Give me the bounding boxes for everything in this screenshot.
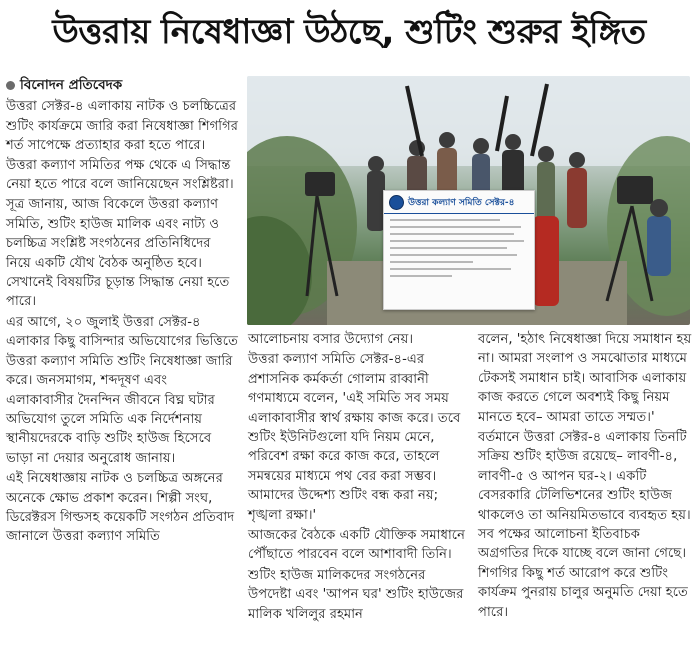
article-column-1 bbox=[6, 76, 238, 548]
paragraph: সূত্র জানায়, আজ বিকেলে উত্তরা কল্যাণ সমিতি, শুটিং হাউজ মালিক এবং নাট্য ও চলচ্চিত্র সংশ্লিষ্ট সংগঠনের প্রতিনিধিদের নিয়ে একটি যৌথ বৈঠক অনুষ্ঠিত হবে। সেখানেই বিষয়টির চূড়ান্ত সিদ্ধান্ত নেয়া হতে পারে। bbox=[6, 197, 230, 310]
paragraph: এই নিষেধাজ্ঞায় নাটক ও চলচ্চিত্র অঙ্গনের অনেকে ক্ষোভ প্রকাশ করেন। শিল্পী সংঘ, ডিরেক্টরস গিল্ডসহ কয়েকটি সংগঠন প্রতিবাদ জানালে উত্তরা কল্যাণ সমিতি bbox=[6, 471, 235, 545]
paragraph: আলোচনায় বসার উদ্যোগ নেয়। bbox=[248, 332, 414, 347]
byline-text: বিনোদন প্রতিবেদক bbox=[20, 77, 123, 93]
paragraph: উত্তরা সেক্টর-৪ এলাকায় নাটক ও চলচ্চিত্রের শুটিং কার্যক্রমে জারি করা নিষেধাজ্ঞা শিগগির শর্ত সাপেক্ষে প্রত্যাহার করা হতে পারে। উত্তরা কল্যাণ সমিতির পক্ষ থেকে এ সিদ্ধান্ত নেয়া হতে পারে বলে জানিয়েছেন সংশ্লিষ্টরা। bbox=[6, 99, 238, 193]
paragraph: শুটিং হাউজ মালিকদের সংগঠনের উপদেষ্টা এবং 'আপন ঘর' শুটিং হাউজের মালিক খলিলুর রহমান bbox=[248, 567, 464, 622]
notice-title: উত্তরা কল্যাণ সমিতি সেক্টর-৪ bbox=[408, 198, 515, 208]
article-column-2 bbox=[248, 330, 470, 625]
notice-body bbox=[384, 214, 534, 287]
bullet-icon bbox=[6, 81, 15, 90]
seal-icon bbox=[389, 195, 404, 210]
byline bbox=[6, 76, 238, 95]
headline: উত্তরায় নিষেধাজ্ঞা উঠছে, শুটিং শুরুর ইঙ্গিত bbox=[52, 11, 646, 52]
paragraph: আজকের বৈঠকে একটি যৌক্তিক সমাধানে পৌঁছাতে পারবেন বলে আশাবাদী তিনি। bbox=[248, 528, 465, 563]
article-column-3 bbox=[478, 330, 692, 623]
news-photo bbox=[247, 76, 690, 325]
paragraph: বর্তমানে উত্তরা সেক্টর-৪ এলাকায় তিনটি সক্রিয় শুটিং হাউজ রয়েছে– লাবণী-৪, লাবণী-৫ ও আপন ঘর-২। একটি বেসরকারি টেলিভিশনের শুটিং হাউজ থাকলেও তা অনিয়মিতভাবে ব্যবহৃত হয়। সব পক্ষের আলোচনা ইতিবাচক অগ্রগতির দিকে যাচ্ছে বলে জানা গেছে। শিগগির কিছু শর্ত আরোপ করে শুটিং কার্যক্রম পুনরায় চালুর অনুমতি দেয়া হতে পারে। bbox=[478, 430, 691, 620]
notice-header bbox=[384, 191, 534, 214]
paragraph: বলেন, 'হঠাৎ নিষেধাজ্ঞা দিয়ে সমাধান হয় না। আমরা সংলাপ ও সমঝোতার মাধ্যমে টেকসই সমাধান চাই। আবাসিক এলাকায় কাজ করতে গেলে অবশ্যই কিছু নিয়ম মানতে হবে– আমরা তাতে সম্মত।' bbox=[478, 332, 692, 425]
notice-document bbox=[383, 190, 535, 310]
paragraph: উত্তরা কল্যাণ সমিতি সেক্টর-৪-এর প্রশাসনিক কর্মকর্তা গোলাম রাব্বানী গণমাধ্যমে বলেন, 'এই সমিতি সব সময় এলাকাবাসীর স্বার্থ রক্ষায় কাজ করে। তবে শুটিং ইউনিটগুলো যদি নিয়ম মেনে, পরিবেশ রক্ষা করে কাজ করে, তাহলে সমন্বয়ের মাধ্যমে পথ বের করা সম্ভব। আমাদের উদ্দেশ্য শুটিং বন্ধ করা নয়; শৃঙ্খলা রক্ষা।' bbox=[248, 352, 461, 523]
paragraph: এর আগে, ২০ জুলাই উত্তরা সেক্টর-৪ এলাকার কিছু বাসিন্দার অভিযোগের ভিত্তিতে উত্তরা কল্যাণ সমিতি শুটিং নিষেধাজ্ঞা জারি করে। জনসমাগম, শব্দদূষণ এবং এলাকাবাসীর দৈনন্দিন জীবনে বিঘ্ন ঘটার অভিযোগ তুলে সমিতি এক নির্দেশনায় স্থানীয়দেরকে বাড়ি শুটিং হাউজ হিসেবে ভাড়া না দেয়ার অনুরোধ জানায়। bbox=[6, 314, 238, 466]
